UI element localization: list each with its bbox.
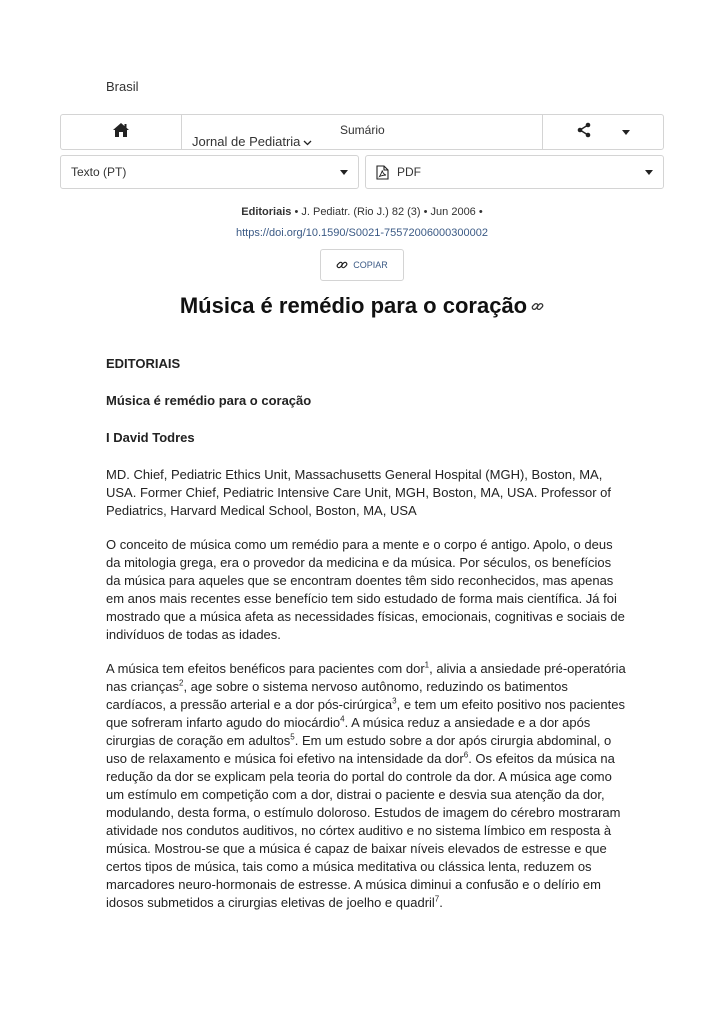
chevron-down-icon xyxy=(303,134,312,149)
link-icon xyxy=(336,259,348,271)
article-title-text: Música é remédio para o coração xyxy=(179,293,528,318)
pdf-select[interactable] xyxy=(365,155,664,189)
paragraph-text: . Os efeitos da música na redução da dor se explicam pela teoria do portal do controle da dor. A música age como um estímulo em competição com a dor, distrai o paciente e desvia sua atenção da dor, modulando, desta forma, o estímulo doloroso. Estudos de imagem do cérebro mostraram atividade nos condutos auditivos, no córtex auditivo e no sistema límbico em resposta à música. Mostrou-se que a música é capaz de baixar níveis elevados de estresse e que certos tipos de música, tais como a música meditativa ou clássica lenta, reduzem os marcadores neuro-hormonais de estresse. A música diminui a confusão e o delírio em idosos submetidos a cirurgias eletivas de joelho e quadril xyxy=(106,751,621,910)
caret-down-icon xyxy=(645,170,653,175)
reference-link[interactable]: 3 xyxy=(392,696,397,706)
article-body xyxy=(106,355,626,928)
paragraph-text: , alivia a ansiedade pré-operatória nas crianças xyxy=(106,661,626,694)
citation-text: • J. Pediatr. (Rio J.) 82 (3) • Jun 2006 • xyxy=(291,206,483,218)
summary-link[interactable]: Sumário xyxy=(340,123,385,137)
journal-navbar xyxy=(60,114,664,150)
reference-link[interactable]: 2 xyxy=(178,678,184,688)
toolbar-row xyxy=(60,155,664,189)
paragraph-text: A música tem efeitos benéficos para pacientes com dor xyxy=(106,661,425,676)
link-icon[interactable] xyxy=(531,300,544,313)
share-button[interactable] xyxy=(543,115,663,149)
article-title xyxy=(0,293,724,319)
share-icon xyxy=(576,122,592,143)
journal-name: Jornal de Pediatria xyxy=(192,134,301,149)
caret-down-icon xyxy=(340,170,348,175)
country-label: Brasil xyxy=(106,79,139,94)
paragraph-text: , e tem um efeito positivo nos pacientes que sofreram infarto agudo do miocárdio xyxy=(106,697,625,730)
paragraph-2 xyxy=(106,660,626,912)
copy-doi-button[interactable] xyxy=(320,249,404,281)
reference-link[interactable]: 6 xyxy=(463,750,469,760)
copy-label: COPIAR xyxy=(353,260,388,270)
paragraph-text: . Em um estudo sobre a dor após cirurgia abdominal, o uso de relaxamento e música foi efetivo na intensidade da dor xyxy=(106,733,612,766)
language-select-value: Texto (PT) xyxy=(71,165,127,179)
home-icon xyxy=(112,122,130,143)
author-affiliation: MD. Chief, Pediatric Ethics Unit, Massachusetts General Hospital (MGH), Boston, MA, USA. Former Chief, Pediatric Intensive Care Unit, MGH, Boston, MA, USA. Professor of Pediatrics, Harvard Medical School, Boston, MA, USA xyxy=(106,467,612,518)
paragraph-1: O conceito de música como um remédio para a mente e o corpo é antigo. Apolo, o deus da mitologia grega, era o provedor da medicina e da música. Por séculos, os benefícios da música para aqueles que se encontram doentes têm sido reconhecidos, mas apenas em anos mais recentes esse benefício tem sido estudado de forma mais científica. Já foi mostrado que a música afeta as necessidades físicas, emocionais, cognitivas e sociais de indivíduos de todas as idades. xyxy=(106,537,625,642)
author-name: I David Todres xyxy=(106,430,195,445)
home-button[interactable] xyxy=(61,115,182,149)
language-select[interactable] xyxy=(60,155,359,189)
article-citation xyxy=(0,206,724,218)
caret-down-icon xyxy=(622,130,630,135)
journal-dropdown[interactable] xyxy=(192,134,312,149)
journal-menu xyxy=(182,115,543,149)
pdf-icon xyxy=(376,165,389,180)
section-link[interactable]: Editoriais xyxy=(241,206,292,218)
paragraph-text: . A música reduz a ansiedade e a dor após cirurgias de coração em adultos xyxy=(106,715,591,748)
section-heading: EDITORIAIS xyxy=(106,356,181,371)
doi-link[interactable]: https://doi.org/10.1590/S0021-75572006000300002 xyxy=(236,227,488,239)
reference-link[interactable]: 4 xyxy=(340,714,345,724)
pdf-label: PDF xyxy=(397,165,421,179)
article-subtitle: Música é remédio para o coração xyxy=(106,393,312,408)
paragraph-text: . xyxy=(439,895,443,910)
reference-link[interactable]: 1 xyxy=(424,660,430,670)
paragraph-text: , age sobre o sistema nervoso autônomo, reduzindo os batimentos cardíacos, a pressão arterial e a dor pós-cirúrgica xyxy=(106,679,568,712)
reference-link[interactable]: 7 xyxy=(434,894,440,904)
reference-link[interactable]: 5 xyxy=(290,732,295,742)
